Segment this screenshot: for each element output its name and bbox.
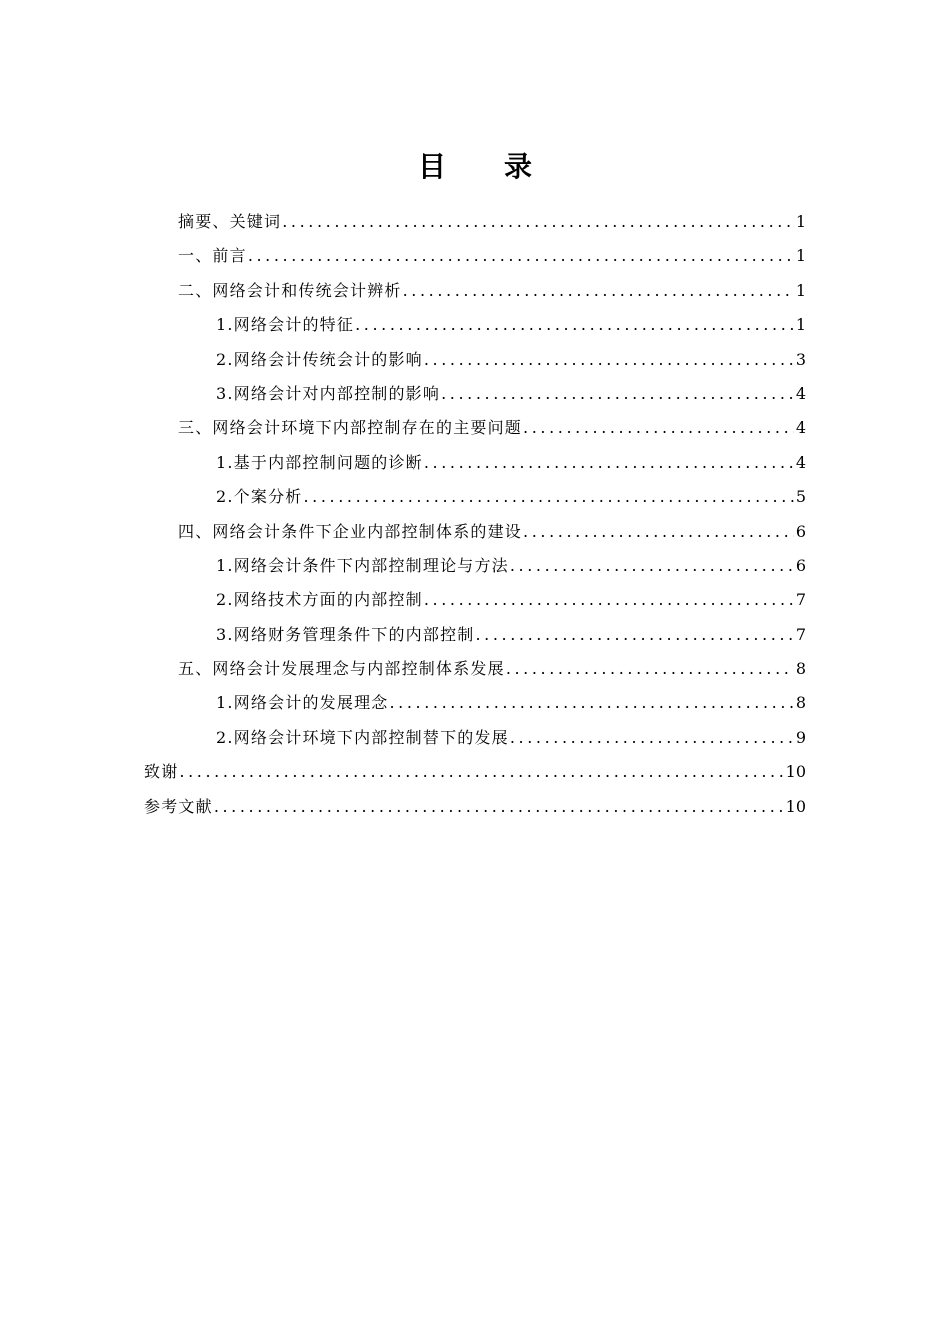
toc-dot-leader — [523, 411, 794, 445]
toc-dot-leader — [282, 205, 794, 239]
toc-entry — [216, 446, 806, 480]
toc-entry-page: 1 — [795, 315, 806, 335]
toc-entry-title: 1.网络会计的发展理念 — [216, 693, 389, 713]
toc-entry-title: 3.网络会计对内部控制的影响 — [216, 383, 441, 403]
toc-dot-leader — [475, 618, 793, 652]
toc-entry — [216, 686, 806, 720]
toc-entry-page: 5 — [795, 487, 806, 507]
toc-dot-leader — [179, 755, 783, 789]
toc-entry-page: 10 — [785, 796, 806, 816]
toc-entry — [178, 411, 806, 445]
toc-dot-leader — [424, 583, 794, 617]
toc-entry-title: 2.网络会计传统会计的影响 — [216, 349, 423, 369]
toc-entry — [216, 721, 806, 755]
toc-entry-title: 五、网络会计发展理念与内部控制体系发展 — [178, 659, 505, 679]
toc-entry-page: 4 — [795, 418, 806, 438]
toc-entry — [178, 274, 806, 308]
toc-entry-page: 10 — [785, 762, 806, 782]
toc-entry-title: 二、网络会计和传统会计辨析 — [178, 280, 402, 300]
table-of-contents — [0, 205, 950, 824]
toc-dot-leader — [424, 343, 794, 377]
toc-entry-title: 3.网络财务管理条件下的内部控制 — [216, 624, 475, 644]
toc-dot-leader — [510, 549, 794, 583]
toc-entry — [144, 790, 806, 824]
toc-entry-title: 摘要、关键词 — [178, 212, 282, 231]
toc-entry-page: 4 — [795, 452, 806, 472]
toc-entry-title: 2.个案分析 — [216, 487, 303, 507]
toc-entry-page: 7 — [795, 590, 806, 610]
toc-entry-title: 一、前言 — [178, 246, 247, 266]
toc-dot-leader — [355, 308, 794, 342]
toc-entry — [216, 343, 806, 377]
toc-entry — [216, 618, 806, 652]
toc-entry-page: 1 — [795, 246, 806, 266]
toc-entry — [178, 652, 806, 686]
toc-entry-page: 3 — [795, 349, 806, 369]
toc-dot-leader — [389, 686, 793, 720]
page-title: 目录 — [417, 149, 590, 183]
toc-dot-leader — [303, 480, 793, 514]
toc-entry-page: 8 — [795, 659, 806, 679]
toc-entry-page: 1 — [795, 212, 806, 231]
toc-entry-title: 1.网络会计的特征 — [216, 315, 355, 335]
toc-entry-page: 4 — [795, 383, 806, 403]
toc-entry — [216, 480, 806, 514]
toc-entry-page: 7 — [795, 624, 806, 644]
toc-dot-leader — [510, 721, 794, 755]
toc-entry-page: 8 — [795, 693, 806, 713]
toc-entry-title: 1.网络会计条件下内部控制理论与方法 — [216, 555, 509, 575]
toc-entry — [178, 515, 806, 549]
toc-entry-page: 6 — [795, 555, 806, 575]
toc-entry-page: 1 — [795, 280, 806, 300]
toc-entry-title: 四、网络会计条件下企业内部控制体系的建设 — [178, 521, 523, 541]
toc-entry-title: 致谢 — [144, 762, 179, 782]
toc-entry-title: 2.网络会计环境下内部控制替下的发展 — [216, 727, 509, 747]
toc-entry — [216, 549, 806, 583]
toc-entry-title: 1.基于内部控制问题的诊断 — [216, 452, 423, 472]
toc-entry-title: 2.网络技术方面的内部控制 — [216, 590, 423, 610]
toc-entry — [216, 308, 806, 342]
toc-entry — [216, 377, 806, 411]
toc-entry — [216, 583, 806, 617]
toc-entry-page: 9 — [795, 727, 806, 747]
toc-entry-title: 三、网络会计环境下内部控制存在的主要问题 — [178, 418, 523, 438]
toc-entry-title: 参考文献 — [144, 796, 213, 816]
toc-dot-leader — [424, 446, 794, 480]
toc-dot-leader — [214, 790, 784, 824]
toc-entry — [178, 205, 806, 239]
toc-dot-leader — [523, 515, 794, 549]
toc-dot-leader — [403, 274, 794, 308]
toc-dot-leader — [506, 652, 794, 686]
toc-dot-leader — [441, 377, 794, 411]
toc-entry — [144, 755, 806, 789]
toc-entry-page: 6 — [795, 521, 806, 541]
toc-entry — [178, 239, 806, 273]
toc-dot-leader — [248, 239, 794, 273]
